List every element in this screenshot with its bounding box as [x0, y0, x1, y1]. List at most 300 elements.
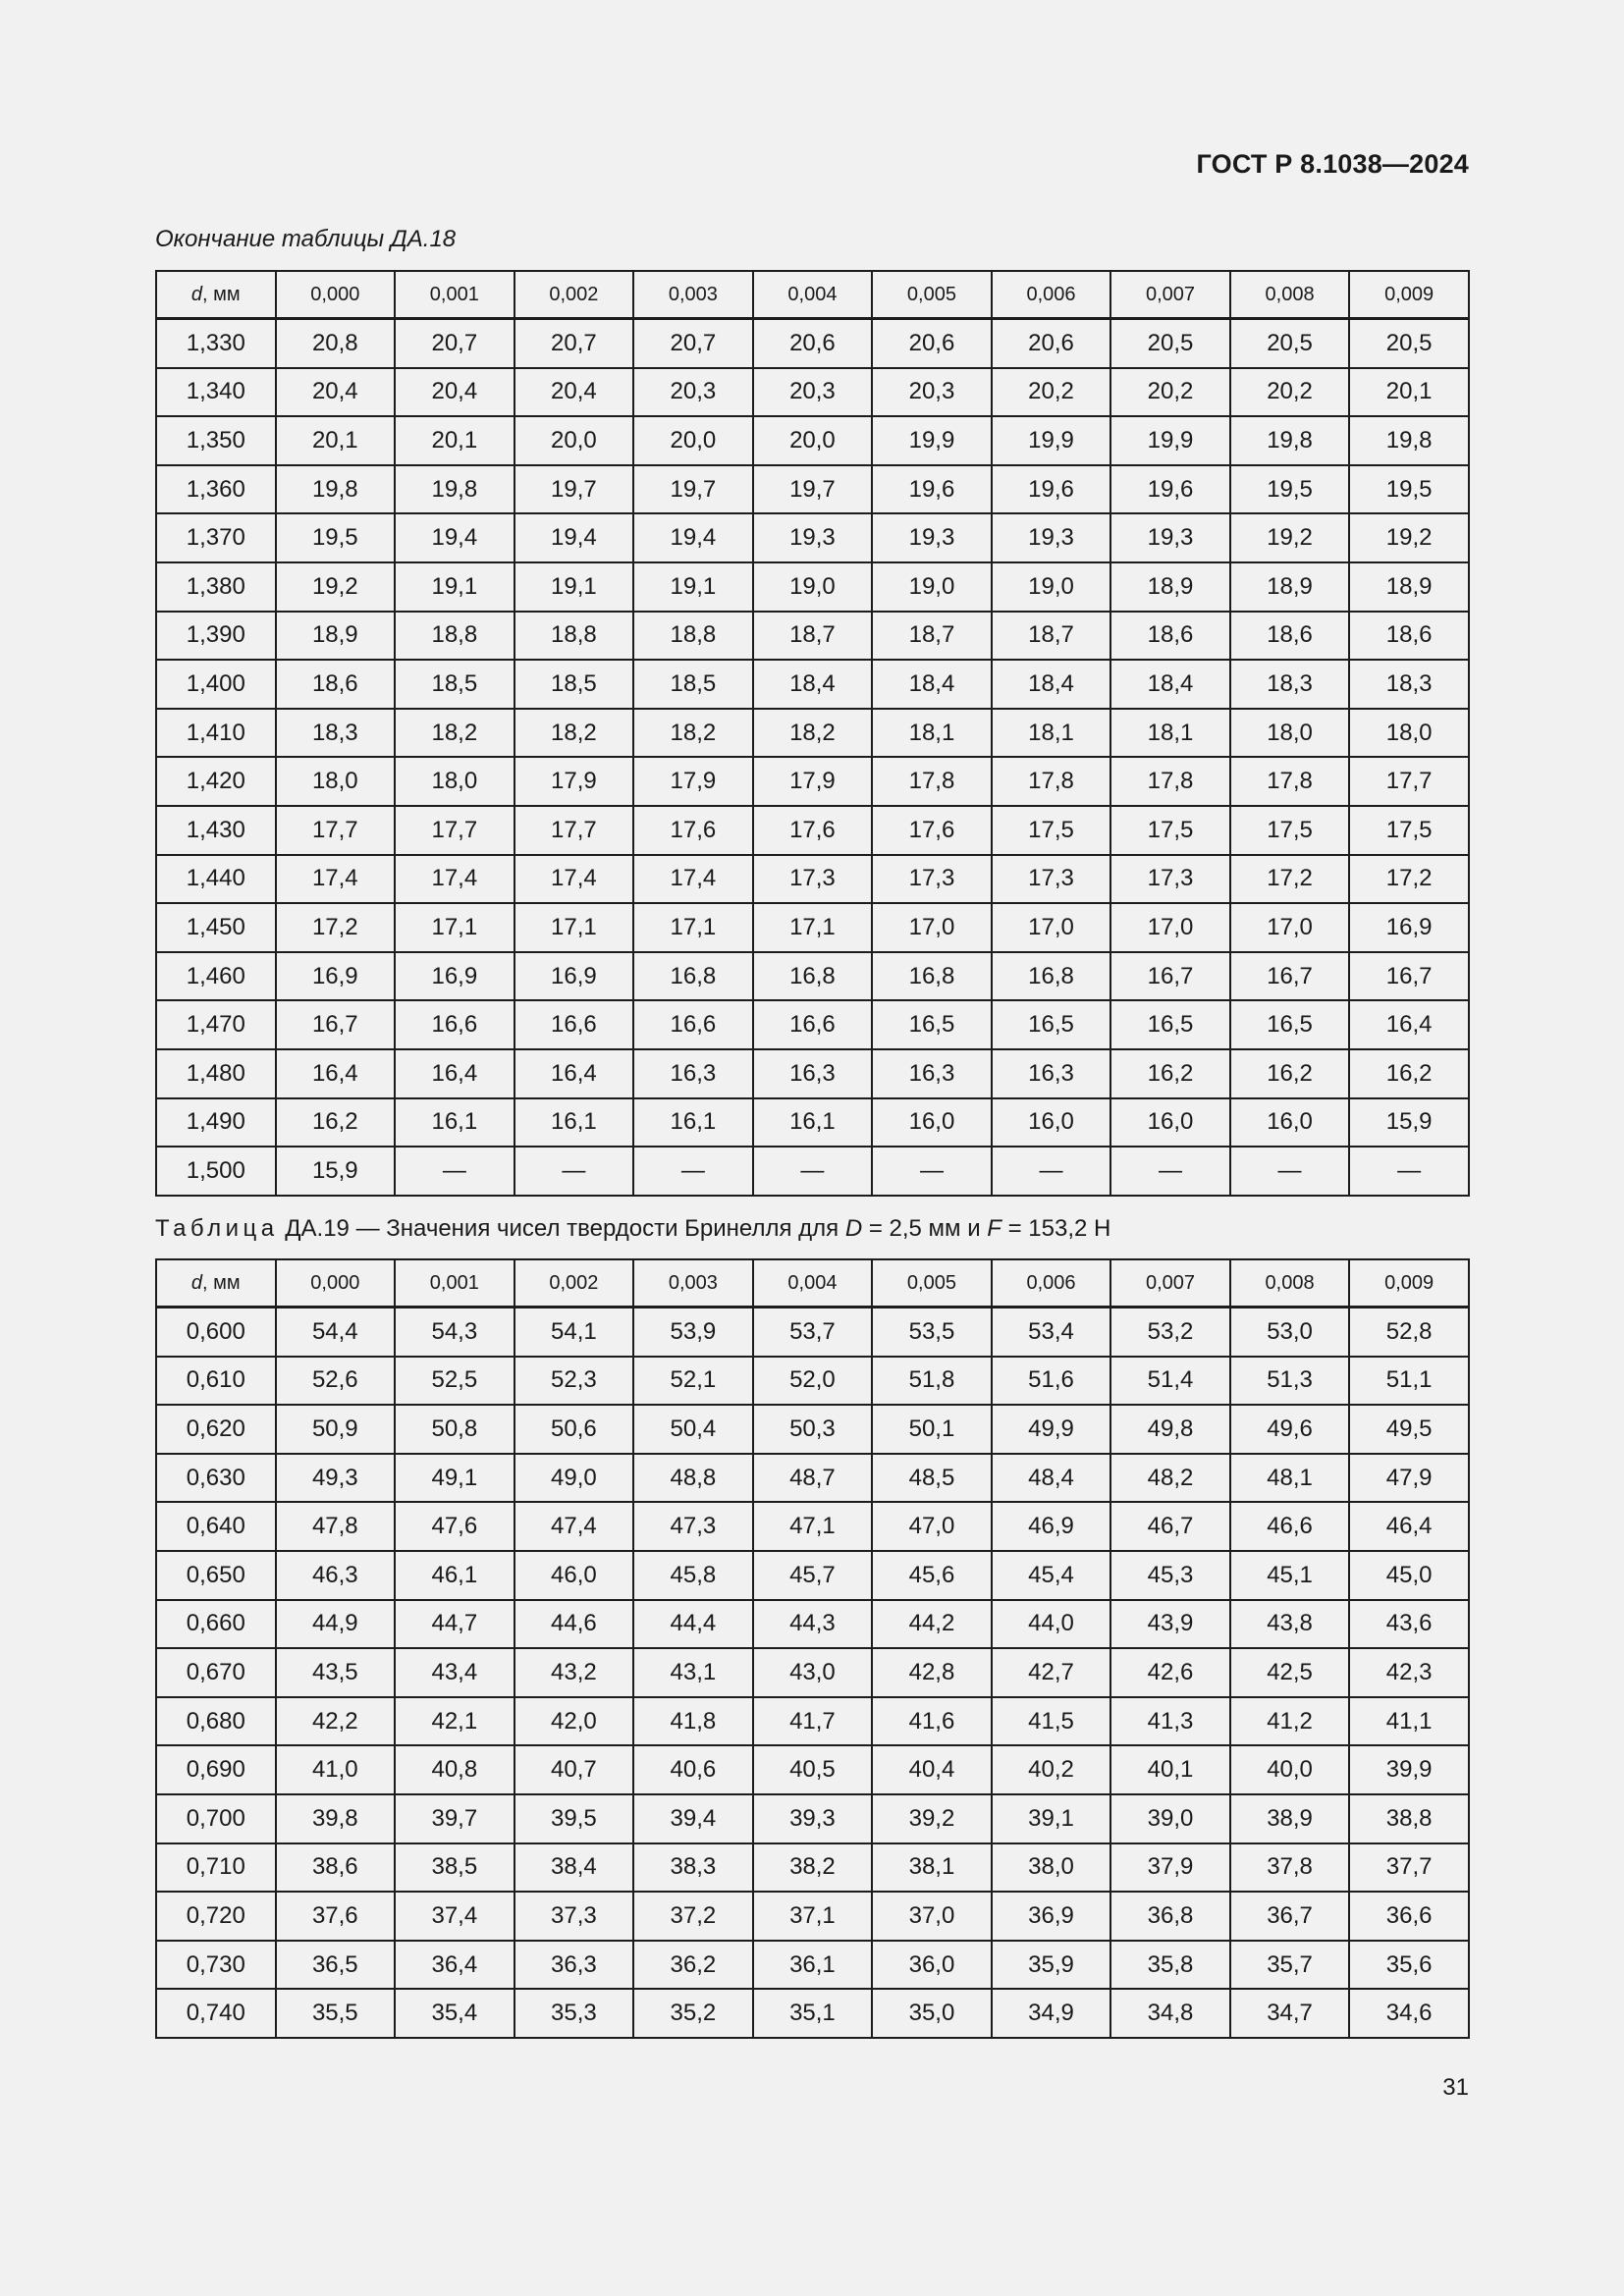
hardness-cell: 16,2: [1349, 1049, 1469, 1098]
table-row: [156, 1551, 1469, 1600]
hardness-cell: 39,5: [514, 1794, 634, 1843]
hardness-cell: 19,5: [1349, 465, 1469, 514]
hardness-cell: 38,2: [753, 1843, 873, 1893]
hardness-cell: 16,0: [872, 1098, 992, 1148]
hardness-cell: 16,8: [633, 952, 753, 1001]
hardness-cell: 39,0: [1110, 1794, 1230, 1843]
hardness-cell: 20,3: [872, 368, 992, 417]
hardness-cell: 38,0: [992, 1843, 1111, 1893]
hardness-cell: 16,0: [1230, 1098, 1350, 1148]
hardness-cell: 41,7: [753, 1697, 873, 1746]
hardness-cell: 44,7: [395, 1600, 514, 1649]
hardness-cell: 16,2: [1230, 1049, 1350, 1098]
hardness-cell: 20,1: [276, 416, 396, 465]
hardness-cell: 19,4: [633, 513, 753, 562]
hardness-cell: 17,3: [992, 855, 1111, 904]
table-row: [156, 855, 1469, 904]
hardness-cell: 20,2: [1110, 368, 1230, 417]
hardness-cell: 19,1: [514, 562, 634, 612]
hardness-cell: 17,0: [1110, 903, 1230, 952]
hardness-cell: 19,9: [872, 416, 992, 465]
hardness-cell: —: [514, 1147, 634, 1196]
hardness-cell: 37,7: [1349, 1843, 1469, 1893]
hardness-cell: 20,5: [1110, 319, 1230, 368]
diameter-cell: 1,430: [156, 806, 276, 855]
hardness-cell: 19,9: [1110, 416, 1230, 465]
diameter-cell: 0,670: [156, 1648, 276, 1697]
table-19-caption: [155, 1215, 1110, 1243]
hardness-cell: 47,8: [276, 1502, 396, 1551]
hardness-cell: 16,1: [633, 1098, 753, 1148]
hardness-cell: 38,5: [395, 1843, 514, 1893]
hardness-cell: 36,0: [872, 1941, 992, 1990]
hardness-cell: 19,6: [872, 465, 992, 514]
hardness-cell: 18,0: [276, 757, 396, 806]
caption-text-post: = 153,2 Н: [1001, 1215, 1111, 1242]
table-row: [156, 1697, 1469, 1746]
hardness-cell: 38,4: [514, 1843, 634, 1893]
hardness-cell: 17,4: [633, 855, 753, 904]
hardness-cell: 52,0: [753, 1357, 873, 1406]
hardness-cell: 18,1: [872, 709, 992, 758]
hardness-cell: 17,8: [992, 757, 1111, 806]
column-header: 0,005: [872, 271, 992, 319]
diameter-cell: 0,700: [156, 1794, 276, 1843]
hardness-cell: 18,3: [276, 709, 396, 758]
table-row: [156, 1745, 1469, 1794]
hardness-cell: 36,8: [1110, 1892, 1230, 1941]
table-row: [156, 562, 1469, 612]
hardness-cell: 16,4: [1349, 1000, 1469, 1049]
hardness-cell: 36,1: [753, 1941, 873, 1990]
hardness-cell: 18,4: [1110, 660, 1230, 709]
hardness-cell: 44,0: [992, 1600, 1111, 1649]
column-header: 0,000: [276, 1259, 396, 1308]
hardness-cell: 45,1: [1230, 1551, 1350, 1600]
hardness-cell: 45,4: [992, 1551, 1111, 1600]
hardness-cell: 18,2: [633, 709, 753, 758]
hardness-cell: 16,2: [276, 1098, 396, 1148]
hardness-cell: 48,8: [633, 1454, 753, 1503]
hardness-cell: 16,8: [753, 952, 873, 1001]
column-header: 0,002: [514, 1259, 634, 1308]
hardness-cell: 42,8: [872, 1648, 992, 1697]
hardness-cell: 18,0: [395, 757, 514, 806]
diameter-cell: 0,730: [156, 1941, 276, 1990]
table-row: [156, 903, 1469, 952]
hardness-cell: 18,2: [395, 709, 514, 758]
diameter-cell: 0,620: [156, 1405, 276, 1454]
hardness-cell: 47,0: [872, 1502, 992, 1551]
hardness-cell: 44,6: [514, 1600, 634, 1649]
hardness-cell: 38,8: [1349, 1794, 1469, 1843]
hardness-cell: 20,6: [992, 319, 1111, 368]
hardness-cell: 43,8: [1230, 1600, 1350, 1649]
hardness-cell: 36,7: [1230, 1892, 1350, 1941]
hardness-cell: 20,7: [514, 319, 634, 368]
table-row: [156, 416, 1469, 465]
column-header: 0,008: [1230, 1259, 1350, 1308]
hardness-cell: 16,0: [992, 1098, 1111, 1148]
hardness-cell: 45,7: [753, 1551, 873, 1600]
hardness-cell: 20,7: [395, 319, 514, 368]
table-row: [156, 513, 1469, 562]
hardness-cell: 16,5: [992, 1000, 1111, 1049]
hardness-cell: 18,1: [992, 709, 1111, 758]
hardness-cell: 47,3: [633, 1502, 753, 1551]
hardness-cell: 35,0: [872, 1989, 992, 2038]
hardness-cell: 41,5: [992, 1697, 1111, 1746]
hardness-cell: 34,8: [1110, 1989, 1230, 2038]
hardness-cell: 17,2: [1230, 855, 1350, 904]
hardness-cell: 37,2: [633, 1892, 753, 1941]
hardness-cell: 35,7: [1230, 1941, 1350, 1990]
hardness-cell: 49,5: [1349, 1405, 1469, 1454]
table-18-caption: Окончание таблицы ДА.18: [155, 226, 457, 252]
column-header: 0,003: [633, 271, 753, 319]
table-row: [156, 1454, 1469, 1503]
hardness-cell: 40,8: [395, 1745, 514, 1794]
table-row: [156, 1600, 1469, 1649]
hardness-cell: 16,4: [276, 1049, 396, 1098]
hardness-cell: 17,4: [395, 855, 514, 904]
hardness-cell: 16,9: [1349, 903, 1469, 952]
hardness-cell: 19,6: [1110, 465, 1230, 514]
hardness-cell: 35,8: [1110, 1941, 1230, 1990]
hardness-cell: 17,1: [633, 903, 753, 952]
hardness-cell: 18,5: [395, 660, 514, 709]
hardness-cell: 17,7: [514, 806, 634, 855]
diameter-cell: 1,470: [156, 1000, 276, 1049]
hardness-cell: 20,5: [1230, 319, 1350, 368]
hardness-cell: 52,5: [395, 1357, 514, 1406]
hardness-cell: 17,0: [1230, 903, 1350, 952]
hardness-cell: 16,3: [992, 1049, 1111, 1098]
hardness-cell: 17,5: [1110, 806, 1230, 855]
hardness-cell: 20,6: [872, 319, 992, 368]
hardness-cell: 19,3: [753, 513, 873, 562]
table-row: [156, 1794, 1469, 1843]
page-number: 31: [1442, 2074, 1469, 2101]
hardness-cell: 49,8: [1110, 1405, 1230, 1454]
diameter-cell: 1,350: [156, 416, 276, 465]
hardness-cell: 17,4: [514, 855, 634, 904]
hardness-cell: 19,4: [514, 513, 634, 562]
diameter-cell: 1,450: [156, 903, 276, 952]
hardness-cell: 36,3: [514, 1941, 634, 1990]
hardness-cell: 54,3: [395, 1308, 514, 1357]
hardness-cell: 20,2: [992, 368, 1111, 417]
hardness-cell: 51,1: [1349, 1357, 1469, 1406]
diameter-cell: 1,360: [156, 465, 276, 514]
table-row: [156, 952, 1469, 1001]
hardness-cell: 37,4: [395, 1892, 514, 1941]
hardness-cell: —: [633, 1147, 753, 1196]
hardness-cell: 46,0: [514, 1551, 634, 1600]
hardness-cell: 34,7: [1230, 1989, 1350, 2038]
hardness-cell: 42,6: [1110, 1648, 1230, 1697]
hardness-cell: 16,5: [872, 1000, 992, 1049]
hardness-cell: 44,2: [872, 1600, 992, 1649]
hardness-cell: 19,6: [992, 465, 1111, 514]
hardness-cell: 42,5: [1230, 1648, 1350, 1697]
symbol-d: d: [190, 1271, 203, 1294]
column-header: 0,007: [1110, 271, 1230, 319]
hardness-cell: 40,6: [633, 1745, 753, 1794]
hardness-cell: 53,2: [1110, 1308, 1230, 1357]
column-header-d: d, мм: [156, 1259, 276, 1308]
diameter-cell: 1,370: [156, 513, 276, 562]
hardness-cell: 18,3: [1349, 660, 1469, 709]
hardness-cell: 39,7: [395, 1794, 514, 1843]
diameter-cell: 1,480: [156, 1049, 276, 1098]
hardness-cell: 18,5: [514, 660, 634, 709]
column-header: 0,001: [395, 271, 514, 319]
hardness-cell: 53,4: [992, 1308, 1111, 1357]
hardness-cell: 20,3: [753, 368, 873, 417]
column-header: 0,009: [1349, 1259, 1469, 1308]
table-row: [156, 1357, 1469, 1406]
hardness-cell: —: [1349, 1147, 1469, 1196]
hardness-cell: 16,9: [276, 952, 396, 1001]
hardness-cell: 41,8: [633, 1697, 753, 1746]
diameter-cell: 0,720: [156, 1892, 276, 1941]
column-header-d: d, мм: [156, 271, 276, 319]
column-header: 0,006: [992, 1259, 1111, 1308]
table-row: [156, 1941, 1469, 1990]
table-row: [156, 709, 1469, 758]
table-row: [156, 1308, 1469, 1357]
hardness-cell: 16,6: [633, 1000, 753, 1049]
hardness-cell: 50,9: [276, 1405, 396, 1454]
hardness-cell: 18,4: [992, 660, 1111, 709]
column-header: 0,007: [1110, 1259, 1230, 1308]
hardness-cell: 19,4: [395, 513, 514, 562]
hardness-cell: 54,1: [514, 1308, 634, 1357]
hardness-cell: 53,7: [753, 1308, 873, 1357]
hardness-cell: 39,9: [1349, 1745, 1469, 1794]
column-header: 0,005: [872, 1259, 992, 1308]
hardness-cell: 54,4: [276, 1308, 396, 1357]
hardness-cell: 17,4: [276, 855, 396, 904]
hardness-cell: 16,9: [395, 952, 514, 1001]
hardness-cell: 18,8: [633, 612, 753, 661]
hardness-cell: 43,4: [395, 1648, 514, 1697]
symbol-d: d: [190, 283, 203, 305]
hardness-cell: 20,3: [633, 368, 753, 417]
hardness-cell: 16,1: [514, 1098, 634, 1148]
hardness-cell: 34,9: [992, 1989, 1111, 2038]
hardness-cell: 18,9: [1230, 562, 1350, 612]
hardness-cell: 19,8: [1349, 416, 1469, 465]
caption-label: Таблица: [155, 1215, 279, 1242]
hardness-cell: 50,3: [753, 1405, 873, 1454]
column-header: 0,002: [514, 271, 634, 319]
hardness-cell: 15,9: [1349, 1098, 1469, 1148]
table-row: [156, 612, 1469, 661]
hardness-cell: 52,8: [1349, 1308, 1469, 1357]
hardness-cell: 17,1: [395, 903, 514, 952]
hardness-cell: 52,6: [276, 1357, 396, 1406]
standard-code: ГОСТ Р 8.1038—2024: [1196, 149, 1469, 179]
diameter-cell: 1,420: [156, 757, 276, 806]
hardness-cell: 45,3: [1110, 1551, 1230, 1600]
hardness-cell: 19,8: [276, 465, 396, 514]
hardness-cell: 16,0: [1110, 1098, 1230, 1148]
hardness-cell: 20,4: [276, 368, 396, 417]
hardness-cell: 53,0: [1230, 1308, 1350, 1357]
hardness-cell: —: [1230, 1147, 1350, 1196]
hardness-cell: 20,0: [514, 416, 634, 465]
hardness-cell: 49,0: [514, 1454, 634, 1503]
hardness-cell: 17,0: [872, 903, 992, 952]
table-row: [156, 368, 1469, 417]
diameter-cell: 0,710: [156, 1843, 276, 1893]
table-row: [156, 1989, 1469, 2038]
table-row: [156, 1843, 1469, 1893]
hardness-cell: 36,4: [395, 1941, 514, 1990]
diameter-cell: 1,330: [156, 319, 276, 368]
hardness-cell: 18,4: [753, 660, 873, 709]
table-header-row: [156, 271, 1469, 319]
hardness-cell: 41,3: [1110, 1697, 1230, 1746]
diameter-cell: 1,440: [156, 855, 276, 904]
hardness-cell: 17,5: [992, 806, 1111, 855]
hardness-cell: 16,2: [1110, 1049, 1230, 1098]
hardness-cell: 46,1: [395, 1551, 514, 1600]
hardness-cell: 18,9: [276, 612, 396, 661]
hardness-cell: 18,4: [872, 660, 992, 709]
table-row: [156, 757, 1469, 806]
hardness-cell: 19,5: [276, 513, 396, 562]
diameter-cell: 0,600: [156, 1308, 276, 1357]
hardness-cell: 16,1: [395, 1098, 514, 1148]
hardness-cell: 17,5: [1349, 806, 1469, 855]
diameter-cell: 0,660: [156, 1600, 276, 1649]
hardness-cell: 17,1: [514, 903, 634, 952]
hardness-cell: 19,2: [1230, 513, 1350, 562]
column-header: 0,009: [1349, 271, 1469, 319]
hardness-cell: 16,8: [992, 952, 1111, 1001]
hardness-cell: 19,2: [1349, 513, 1469, 562]
hardness-cell: 17,3: [753, 855, 873, 904]
caption-symbol-f: F: [987, 1215, 1001, 1242]
hardness-cell: 19,3: [872, 513, 992, 562]
hardness-cell: 48,4: [992, 1454, 1111, 1503]
hardness-cell: 18,6: [276, 660, 396, 709]
hardness-cell: 49,3: [276, 1454, 396, 1503]
diameter-cell: 0,740: [156, 1989, 276, 2038]
hardness-cell: 18,9: [1110, 562, 1230, 612]
hardness-cell: 17,9: [753, 757, 873, 806]
table-header-row: [156, 1259, 1469, 1308]
hardness-cell: 50,4: [633, 1405, 753, 1454]
hardness-cell: 34,6: [1349, 1989, 1469, 2038]
hardness-cell: 20,1: [1349, 368, 1469, 417]
hardness-cell: —: [1110, 1147, 1230, 1196]
hardness-cell: 17,2: [276, 903, 396, 952]
caption-symbol-d: D: [844, 1215, 863, 1242]
column-header: 0,003: [633, 1259, 753, 1308]
hardness-cell: 19,5: [1230, 465, 1350, 514]
hardness-cell: 17,7: [1349, 757, 1469, 806]
hardness-cell: 40,7: [514, 1745, 634, 1794]
hardness-cell: 42,0: [514, 1697, 634, 1746]
hardness-cell: 37,8: [1230, 1843, 1350, 1893]
hardness-cell: 35,5: [276, 1989, 396, 2038]
hardness-cell: 43,1: [633, 1648, 753, 1697]
hardness-cell: 43,2: [514, 1648, 634, 1697]
hardness-cell: 20,6: [753, 319, 873, 368]
hardness-cell: 16,7: [1110, 952, 1230, 1001]
hardness-cell: 19,7: [753, 465, 873, 514]
hardness-cell: —: [753, 1147, 873, 1196]
hardness-cell: 49,6: [1230, 1405, 1350, 1454]
hardness-cell: 16,5: [1230, 1000, 1350, 1049]
hardness-cell: 49,9: [992, 1405, 1111, 1454]
hardness-cell: 39,4: [633, 1794, 753, 1843]
hardness-cell: 47,1: [753, 1502, 873, 1551]
hardness-cell: 50,8: [395, 1405, 514, 1454]
hardness-cell: 52,1: [633, 1357, 753, 1406]
hardness-cell: 19,3: [992, 513, 1111, 562]
hardness-cell: 45,8: [633, 1551, 753, 1600]
hardness-cell: 18,8: [514, 612, 634, 661]
hardness-cell: 53,5: [872, 1308, 992, 1357]
hardness-cell: 48,1: [1230, 1454, 1350, 1503]
diameter-cell: 1,410: [156, 709, 276, 758]
hardness-cell: 19,0: [872, 562, 992, 612]
hardness-cell: 51,8: [872, 1357, 992, 1406]
diameter-cell: 1,490: [156, 1098, 276, 1148]
hardness-cell: 18,1: [1110, 709, 1230, 758]
hardness-cell: 48,2: [1110, 1454, 1230, 1503]
hardness-cell: 17,1: [753, 903, 873, 952]
hardness-cell: 17,3: [872, 855, 992, 904]
table-row: [156, 1405, 1469, 1454]
hardness-cell: 16,3: [872, 1049, 992, 1098]
hardness-cell: 47,4: [514, 1502, 634, 1551]
hardness-cell: 20,4: [514, 368, 634, 417]
diameter-cell: 0,630: [156, 1454, 276, 1503]
hardness-cell: 16,4: [395, 1049, 514, 1098]
hardness-cell: 51,4: [1110, 1357, 1230, 1406]
hardness-cell: 20,7: [633, 319, 753, 368]
hardness-cell: 20,0: [753, 416, 873, 465]
diameter-cell: 1,390: [156, 612, 276, 661]
hardness-cell: 17,3: [1110, 855, 1230, 904]
hardness-cell: 16,6: [514, 1000, 634, 1049]
table-row: [156, 806, 1469, 855]
hardness-cell: 17,8: [1230, 757, 1350, 806]
diameter-cell: 0,650: [156, 1551, 276, 1600]
hardness-cell: 44,9: [276, 1600, 396, 1649]
table-row: [156, 1000, 1469, 1049]
hardness-cell: 40,0: [1230, 1745, 1350, 1794]
hardness-cell: 47,6: [395, 1502, 514, 1551]
hardness-cell: 17,9: [514, 757, 634, 806]
hardness-cell: 45,6: [872, 1551, 992, 1600]
table-19: [155, 1258, 1470, 2039]
diameter-cell: 1,500: [156, 1147, 276, 1196]
hardness-cell: 42,1: [395, 1697, 514, 1746]
hardness-cell: 45,0: [1349, 1551, 1469, 1600]
table-row: [156, 1098, 1469, 1148]
hardness-cell: 37,9: [1110, 1843, 1230, 1893]
hardness-cell: 52,3: [514, 1357, 634, 1406]
hardness-cell: 17,5: [1230, 806, 1350, 855]
table-row: [156, 1147, 1469, 1196]
